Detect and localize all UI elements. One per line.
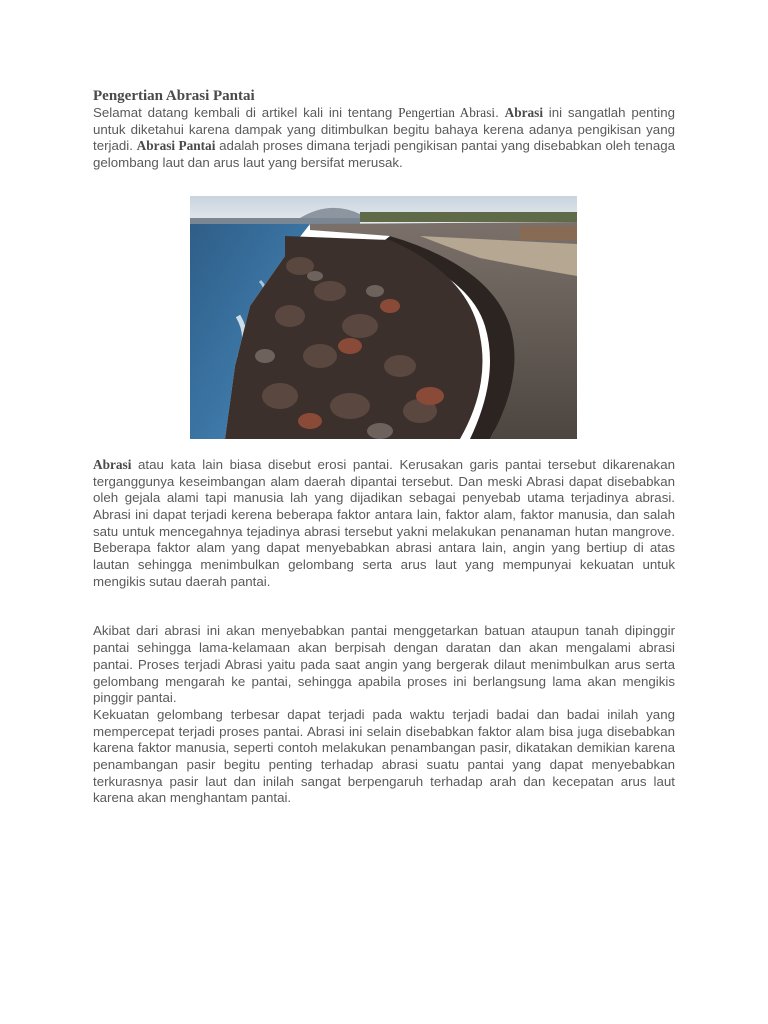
spacer xyxy=(93,590,675,623)
text-run: adalah proses dimana terjadi pengikisan pantai yang disebabkan oleh tenaga gelombang laut dan arus laut yang bersifat merusak. xyxy=(93,138,676,171)
keyword-abrasi-pantai: Abrasi Pantai xyxy=(136,138,216,154)
paragraph-causes: Kekuatan gelombang terbesar dapat terjadi pada waktu terjadi badai dan badai inilah yang mempercepat terjadi proses pantai. Abrasi ini selain disebabkan faktor alam bisa juga disebabkan karena faktor manusia, seperti contoh melakukan penambangan pasir, dikatakan demikian karena penambangan pasir begitu penting terhadap abrasi suatu pantai yang dapat menyebabkan terkurasnya pasir laut dan inilah sangat berpengaruh terhadap arah dan kecepatan arus laut karena akan menghantam pantai. xyxy=(93,706,675,806)
text-run: ini sangatlah penting untuk diketahui karena dampak yang ditimbulkan begitu bahaya kerena adanya pengikisan yang terjadi. xyxy=(93,105,675,154)
keyword-abrasi: Abrasi xyxy=(504,105,544,120)
photo-illustration xyxy=(190,196,577,439)
paragraph-intro xyxy=(93,105,675,172)
paragraph-definition xyxy=(93,457,675,591)
keyword-pengertian-abrasi: Pengertian Abrasi xyxy=(398,105,496,120)
text-run: . xyxy=(495,105,505,120)
coastal-abrasion-photo xyxy=(190,196,577,439)
article-body xyxy=(93,88,675,807)
keyword-abrasi-lead: Abrasi xyxy=(93,456,132,472)
paragraph-effects: Akibat dari abrasi ini akan menyebabkan pantai menggetarkan batuan ataupun tanah dipinggir pantai sehingga lama-kelamaan akan berpisah dengan daratan dan akan mengalami abrasi pantai. Proses terjadi Abrasi yaitu pada saat angin yang bergerak dilaut menimbulkan arus serta gelombang mengarah ke pantai, sehingga apabila proses ini berlangsung lama akan mengikis pinggir pantai. xyxy=(93,623,675,706)
text-run: atau kata lain biasa disebut erosi pantai. Kerusakan garis pantai tersebut dikarenakan terganggunya keseimbangan alam daerah dipantai tersebut. Dan meski Abrasi dapat disebabkan oleh gejala alami tapi manusia lah yang dijadikan sebagai penyebab utama terjadinya abrasi. Abrasi ini dapat terjadi kerena beberapa faktor antara lain, faktor alam, faktor manusia, dan salah satu untuk mencegahnya tejadinya abrasi tersebut yakni melakukan penanaman hutan mangrove. Beberapa faktor alam yang dapat menyebabkan abrasi antara lain, angin yang bertiup di atas lautan sehingga menimbulkan gelombang serta arus laut yang mempunyai kekuatan untuk mengikis sutau daerah pantai. xyxy=(93,456,675,589)
spacer xyxy=(93,439,675,457)
article-title: Pengertian Abrasi Pantai xyxy=(93,88,255,104)
text-run: Selamat datang kembali di artikel kali ini tentang xyxy=(93,105,399,120)
